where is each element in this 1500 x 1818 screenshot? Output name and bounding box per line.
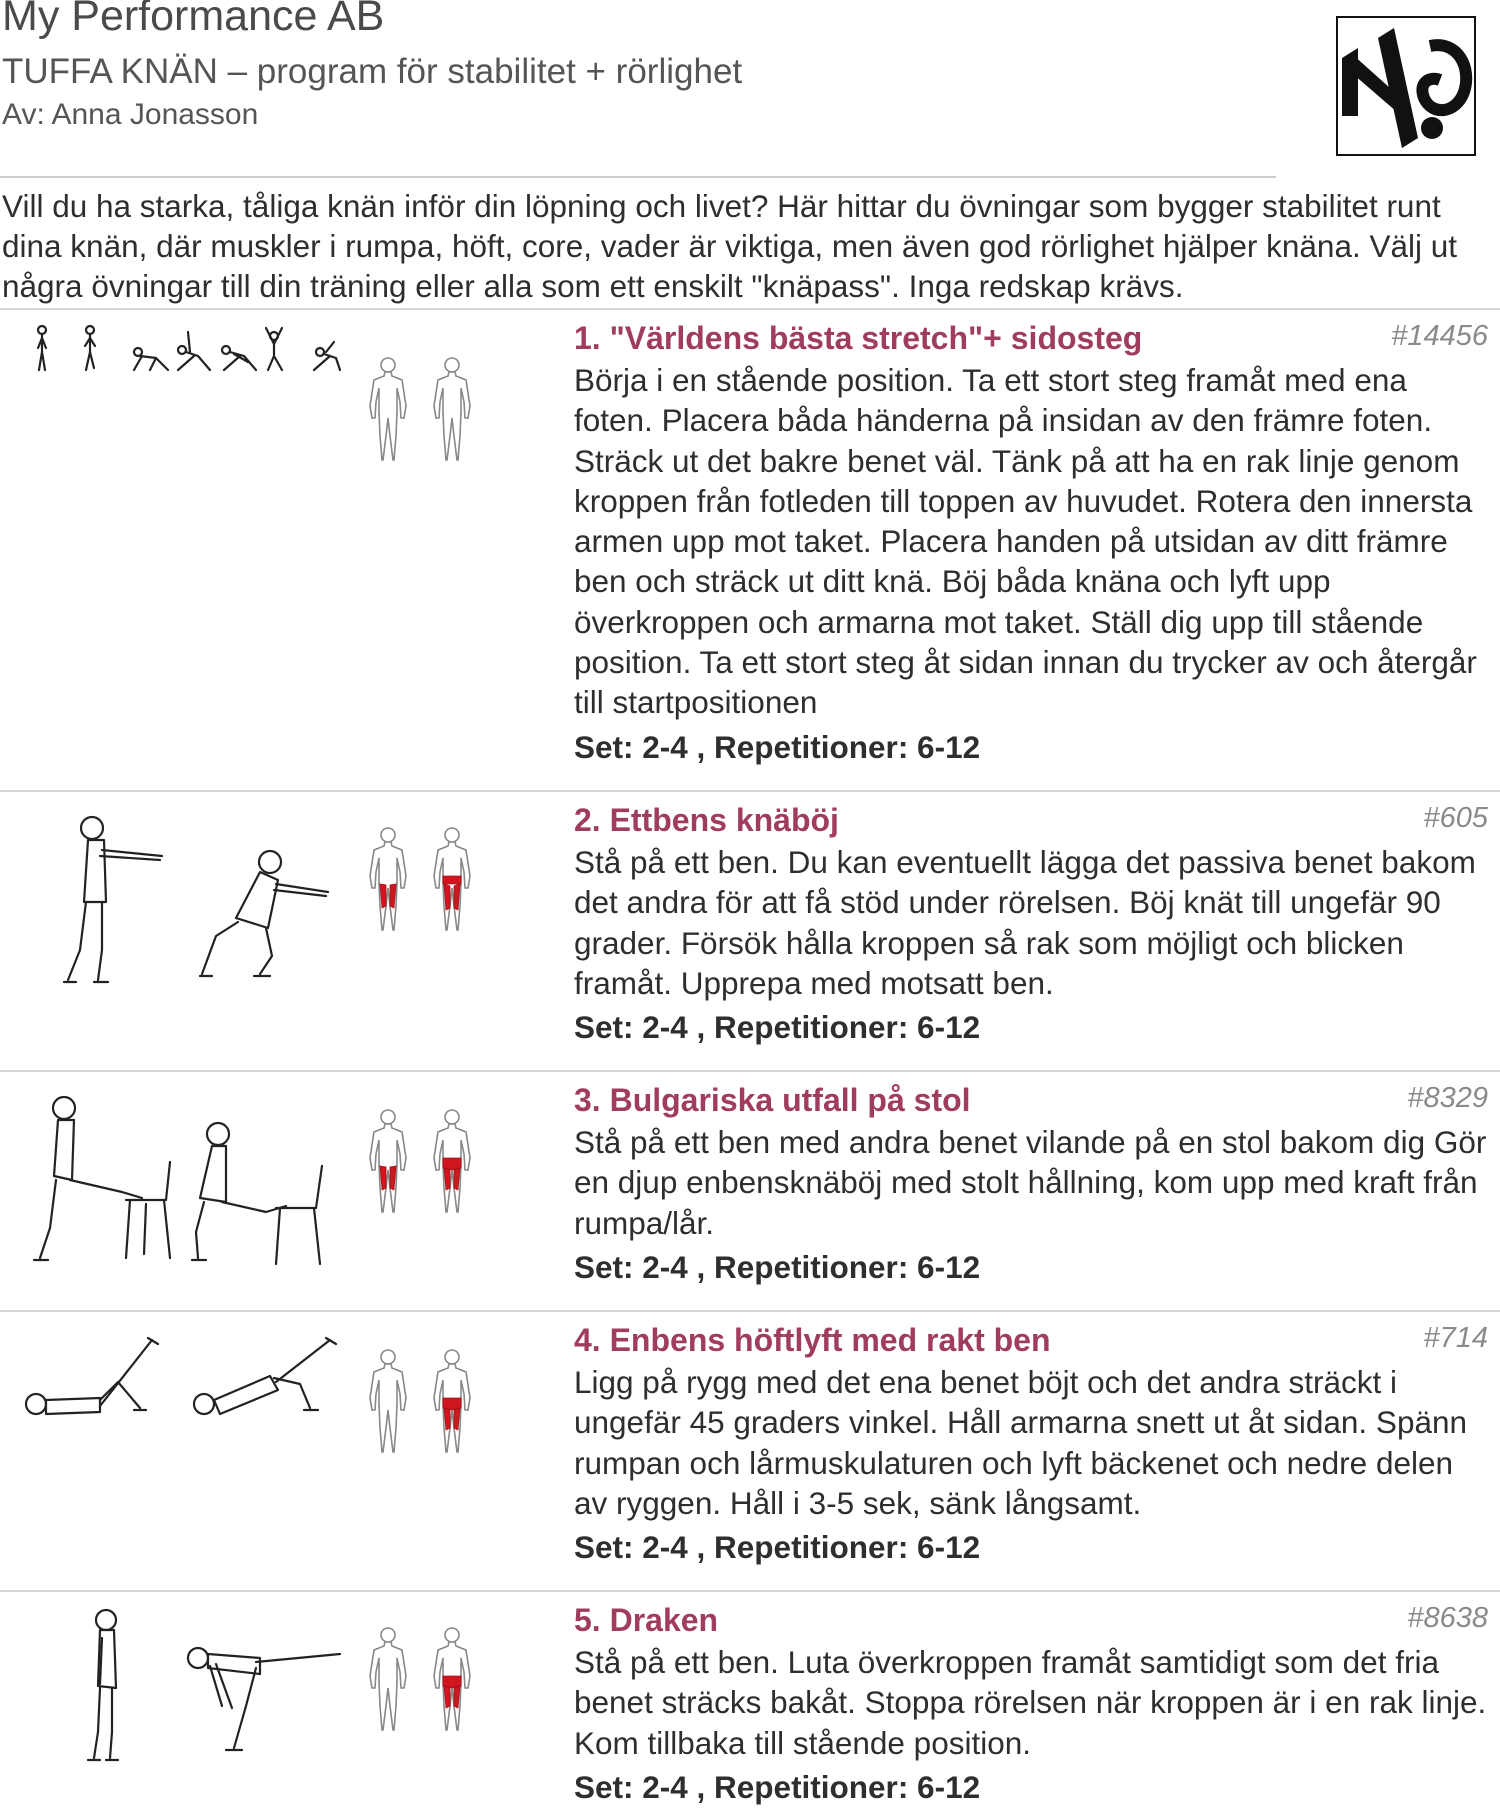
muscle-map-icon	[362, 1106, 502, 1218]
single-leg-squat-start-icon	[50, 810, 170, 990]
muscle-map-icon	[362, 354, 502, 466]
exercise-sets: Set: 2-4 , Repetitioner: 6-12	[574, 728, 981, 765]
exercise-item	[0, 1080, 1500, 1308]
section-divider	[0, 308, 1500, 310]
kite-start-icon	[80, 1606, 140, 1766]
exercise-title: 1. "Världens bästa stretch"+ sidosteg	[574, 320, 1143, 356]
section-divider	[0, 1310, 1500, 1312]
exercise-illustrations	[0, 318, 560, 788]
exercise-description: Stå på ett ben med andra benet vilande på en stol bakom dig Gör en djup enbensknäböj med stolt hållning, kom upp med kraft från rumpa/lår.	[574, 1124, 1487, 1241]
hip-lift-end-icon	[190, 1334, 340, 1424]
exercise-id: #714	[1423, 1322, 1488, 1354]
muscle-map-icon	[362, 1346, 502, 1458]
exercise-id: #8329	[1407, 1082, 1488, 1114]
muscle-map-icon	[362, 824, 502, 936]
exercise-item	[0, 318, 1500, 788]
document-header	[0, 0, 1500, 170]
header-divider	[0, 176, 1276, 178]
author-line: Av: Anna Jonasson	[2, 98, 259, 131]
exercise-description: Börja i en stående position. Ta ett stort steg framåt med ena foten. Placera båda händerna på insidan av den främre foten. Sträck ut det bakre benet väl. Tänk på att ha en rak linje genom kroppen från fotleden till toppen av huvudet. Rotera den innersta armen upp mot taket. Placera handen på utsidan av ditt främre ben och sträck ut ditt knä. Böj båda knäna och lyft upp överkroppen och armarna mot taket. Ställ dig upp till stående position. Ta ett stort steg åt sidan innan du trycker av och återgår till startpositionen	[574, 362, 1477, 721]
exercise-title: 3. Bulgariska utfall på stol	[574, 1082, 971, 1118]
exercise-title: 5. Draken	[574, 1602, 719, 1638]
exercise-description: Stå på ett ben. Luta överkroppen framåt samtidigt som det fria benet sträcks bakåt. Stoppa rörelsen när kroppen är i en rak linje. Kom tillbaka till stående position.	[574, 1644, 1487, 1761]
hip-lift-start-icon	[22, 1334, 162, 1424]
exercise-title: 2. Ettbens knäböj	[574, 802, 839, 838]
company-name: My Performance AB	[2, 0, 385, 40]
exercise-sets: Set: 2-4 , Repetitioner: 6-12	[574, 1768, 981, 1805]
exercise-item	[0, 800, 1500, 1060]
exercise-id: #14456	[1391, 320, 1488, 352]
exercise-text	[574, 1080, 1494, 1287]
exercise-id: #605	[1423, 802, 1488, 834]
bulgarian-split-squat-end-icon	[180, 1116, 340, 1270]
exercise-illustrations	[0, 1320, 560, 1582]
my-performance-logo	[1336, 16, 1476, 156]
single-leg-squat-end-icon	[196, 840, 336, 990]
exercise-sets: Set: 2-4 , Repetitioner: 6-12	[574, 1529, 981, 1566]
exercise-item	[0, 1600, 1500, 1818]
exercise-description: Ligg på rygg med det ena benet böjt och det andra sträckt i ungefär 45 graders vinkel. Håll armarna snett ut åt sidan. Spänn rumpan och lårmuskulaturen och lyft bäckenet och nedre delen av ryggen. Håll i 3-5 sek, sänk långsamt.	[574, 1364, 1468, 1521]
section-divider	[0, 790, 1500, 792]
exercise-illustrations	[0, 1080, 560, 1308]
program-title: TUFFA KNÄN – program för stabilitet + rörlighet	[2, 52, 743, 91]
kite-end-icon	[186, 1636, 346, 1756]
intro-paragraph: Vill du ha starka, tåliga knän inför din löpning och livet? Här hittar du övningar som bygger stabilitet runt dina knän, där muskler i rumpa, höft, core, vader är viktiga, men även god rörlighet hjälper knäna. Välj ut några övningar till din träning eller alla som ett enskilt "knäpass". Inga redskap krävs.	[2, 188, 1458, 304]
section-divider	[0, 1590, 1500, 1592]
exercise-title: 4. Enbens höftlyft med rakt ben	[574, 1322, 1051, 1358]
exercise-text	[574, 1320, 1494, 1567]
exercise-item	[0, 1320, 1500, 1582]
bulgarian-split-squat-start-icon	[26, 1088, 186, 1268]
exercise-sets: Set: 2-4 , Repetitioner: 6-12	[574, 1248, 981, 1285]
exercise-illustrations	[0, 1600, 560, 1818]
muscle-map-icon	[362, 1624, 502, 1736]
exercise-illustrations	[0, 800, 560, 1060]
movement-sequence-icon	[30, 322, 340, 382]
exercise-id: #8638	[1407, 1602, 1488, 1634]
section-divider	[0, 1070, 1500, 1072]
exercise-text	[574, 318, 1494, 767]
exercise-text	[574, 800, 1494, 1047]
exercise-sets: Set: 2-4 , Repetitioner: 6-12	[574, 1009, 981, 1046]
exercise-text	[574, 1600, 1494, 1807]
exercise-description: Stå på ett ben. Du kan eventuellt lägga det passiva benet bakom det andra för att få stöd under rörelsen. Böj knät till ungefär 90 grader. Försök hålla kroppen så rak som möjligt och blicken framåt. Upprepa med motsatt ben.	[574, 844, 1476, 1001]
